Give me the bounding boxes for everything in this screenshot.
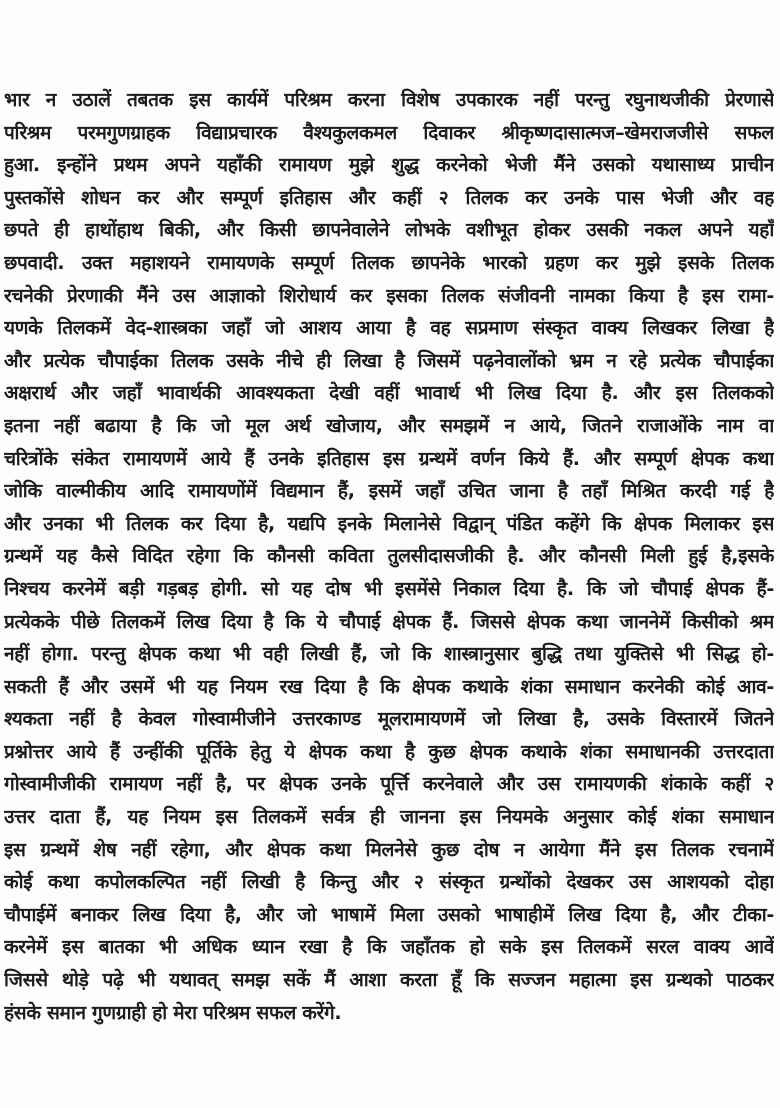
text-line: छपवादी. उक्त महाशयने रामायणके सम्पूर्ण तिलक छापनेके भारको ग्रहण कर मुझे इसके तिलक xyxy=(4,251,774,274)
text-line: चौपाईमें बनाकर लिख दिया है, और जो भाषामें मिला उसको भाषाहीमें लिख दिया है, और टीका- xyxy=(4,903,774,926)
text-line: जोकि वाल्मीकीय आदि रामायणोंमें विद्यमान हैं, इसमें जहाँ उचित जाना है तहाँ मिश्रित करदी गई है xyxy=(4,480,774,503)
text-line: अक्षरार्थ और जहाँ भावार्थकी आवश्यकता देखी वहीं भावार्थ भी लिख दिया है. और इस तिलकको xyxy=(4,382,774,405)
text-line: करनेमें इस बातका भी अधिक ध्यान रखा है कि जहाँतक हो सके इस तिलकमें सरल वाक्य आवें xyxy=(4,936,774,959)
text-line: प्रश्नोत्तर आये हैं उन्हींकी पूर्तिके हेतु ये क्षेपक कथा है कुछ क्षेपक कथाके शंका समाधानकी उत्तरदाता xyxy=(4,740,774,763)
text-line: कोई कथा कपोलकल्पित नहीं लिखी है किन्तु और २ संस्कृत ग्रन्थोंको देखकर उस आशयको दोहा xyxy=(4,871,774,894)
text-line: हुआ. इन्होंने प्रथम अपने यहाँकी रामायण मुझे शुद्ध करनेको भेजी मैंने उसको यथासाध्य प्राचीन xyxy=(4,154,774,177)
text-line: और उनका भी तिलक कर दिया है, यद्यपि इनके मिलानेसे विद्वान् पंडित कहेंगे कि क्षेपक मिलाकर इस xyxy=(4,512,774,535)
text-line: गोस्वामीजीकी रामायण नहीं है, पर क्षेपक उनके पूर्त्ति करनेवाले और उस रामायणकी शंकाके कहीं २ xyxy=(4,773,774,796)
text-line: पुस्तकोंसे शोधन कर और सम्पूर्ण इतिहास और कहीं २ तिलक कर उनके पास भेजी और वह xyxy=(4,186,774,209)
text-line: रचनेकी प्रेरणाकी मैंने उस आज्ञाको शिरोधार्य कर इसका तिलक संजीवनी नामका किया है इस रामा- xyxy=(4,284,774,307)
text-line: भार न उठालें तबतक इस कार्यमें परिश्रम करना विशेष उपकारक नहीं परन्तु रघुनाथजीकी प्रेरणासे xyxy=(4,89,774,111)
text-line: चरित्रोंके संकेत रामायणमें आये हैं उनके इतिहास इस ग्रन्थमें वर्णन किये हैं. और सम्पूर्ण क्षेपक कथा xyxy=(4,447,774,470)
text-line: छपते ही हाथोंहाथ बिकी, और किसी छापनेवालेने लोभके वशीभूत होकर उसकी नकल अपने यहाँ xyxy=(4,219,774,242)
text-line: सकती हैं और उसमें भी यह नियम रख दिया है कि क्षेपक कथाके शंका समाधान करनेकी कोई आव- xyxy=(4,675,774,698)
text-line: नहीं होगा. परन्तु क्षेपक कथा भी वही लिखी हैं, जो कि शास्त्रानुसार बुद्धि तथा युक्तिसे भी सिद्ध हो- xyxy=(4,643,774,666)
text-line: इतना नहीं बढाया है कि जो मूल अर्थ खोजाय, और समझमें न आये, जितने राजाओंके नाम वा xyxy=(4,414,774,437)
text-line: निश्चय करनेमें बड़ी गड़बड़ होगी. सो यह दोष भी इसमेंसे निकाल दिया है. कि जो चौपाई क्षेपक हैं- xyxy=(4,577,774,600)
text-line: ग्रन्थमें यह कैसे विदित रहेगा कि कौनसी कविता तुलसीदासजीकी है. और कौनसी मिली हुई है,इसके xyxy=(4,545,774,568)
text-line: हंसके समान गुणग्राही हो मेरा परिश्रम सफल करेंगे. xyxy=(4,1001,342,1024)
text-line: यणके तिलकमें वेद-शास्त्रका जहाँ जो आशय आया है वह सप्रमाण संस्कृत वाक्य लिखकर लिखा है xyxy=(4,317,774,340)
text-line: और प्रत्येक चौपाईका तिलक उसके नीचे ही लिखा है जिसमें पढ़नेवालोंको भ्रम न रहे प्रत्येक चौपाईका xyxy=(4,349,774,372)
text-line: इस ग्रन्थमें शेष नहीं रहेगा, और क्षेपक कथा मिलनेसे कुछ दोष न आयेगा मैंने इस तिलक रचनामें xyxy=(4,838,774,861)
text-line: परिश्रम परमगुणग्राहक विद्याप्रचारक वैश्यकुलकमल दिवाकर श्रीकृष्णदासात्मज–खेमराजजीसे सफल xyxy=(4,121,774,144)
text-line: जिससे थोड़े पढ़े भी यथावत् समझ सकें मैं आशा करता हूँ कि सज्जन महात्मा इस ग्रन्थको पाठकर xyxy=(4,969,774,992)
text-line: उत्तर दाता हैं, यह नियम इस तिलकमें सर्वत्र ही जानना इस नियमके अनुसार कोई शंका समाधान xyxy=(4,806,774,829)
text-line: श्यकता नहीं है केवल गोस्वामीजीने उत्तरकाण्ड मूलरामायणमें जो लिखा है, उसके विस्तारमें जितने xyxy=(4,708,774,731)
text-line: प्रत्येकके पीछे तिलकमें लिख दिया है कि ये चौपाई क्षेपक हैं. जिससे क्षेपक कथा जाननेमें किसीको श्रम xyxy=(4,610,774,633)
body-text xyxy=(4,84,774,1029)
